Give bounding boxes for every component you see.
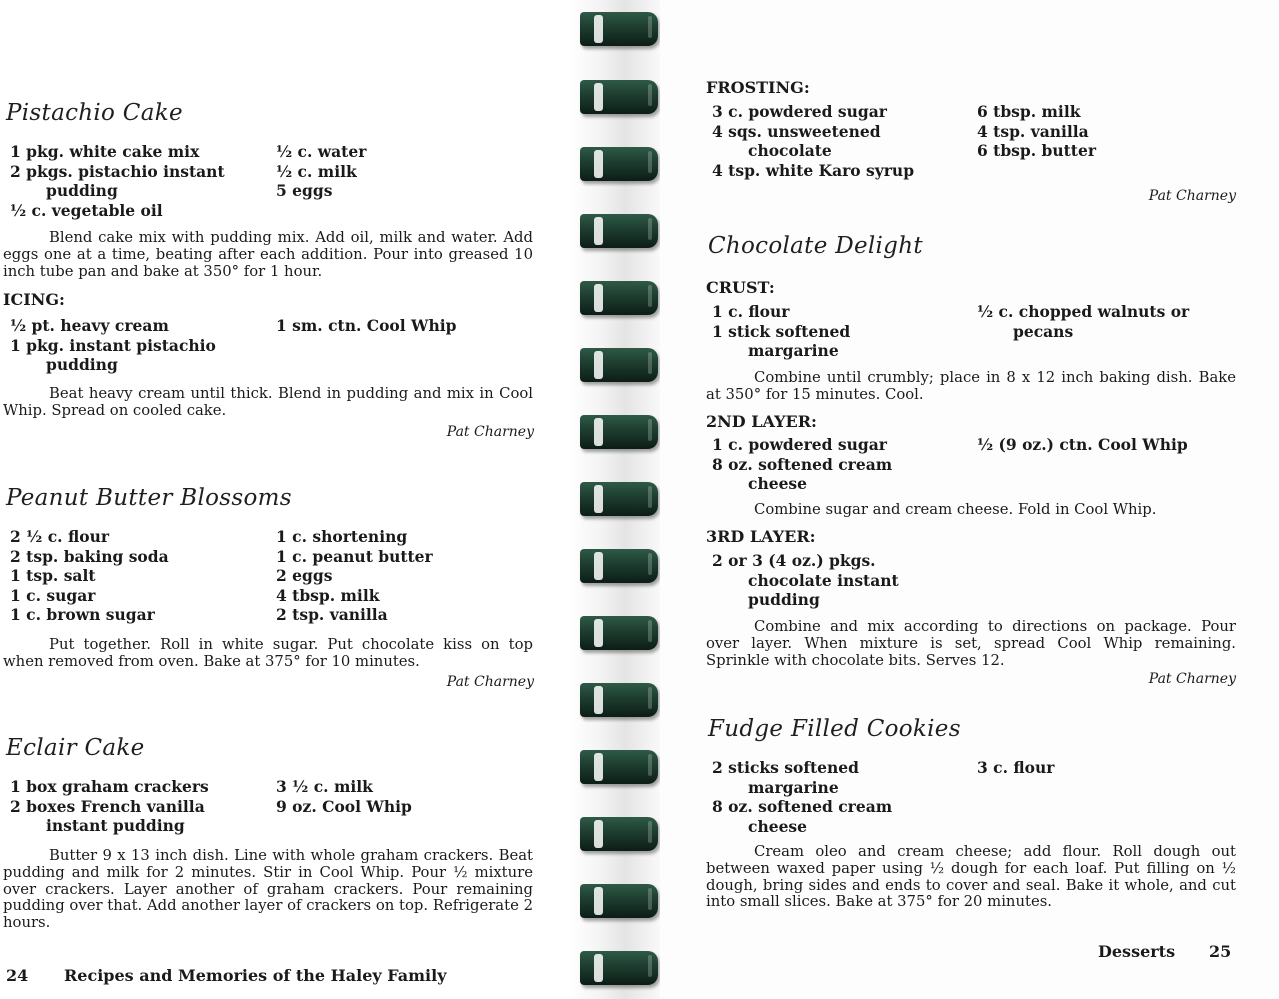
ingredient: chocolate instant [748,570,899,590]
binding-ring [580,750,658,784]
ingredient: 1 stick softened [712,321,851,341]
left-page-number: 24 [6,966,29,985]
third-layer-directions: Combine and mix according to directions on package. Pour over layer. When mixture is set, spread Cool Whip remaining. Sprinkle with chocolate bits. Serves 12. [706,618,1236,669]
ingredient: 3 ½ c. milk [276,777,373,796]
ingredient: 2 tsp. baking soda [10,546,169,566]
binding-ring [580,817,658,851]
ingredient: 1 c. powdered sugar [712,435,887,454]
ingredient: pecans [1013,321,1074,341]
icing-ingredients-col1 [10,316,216,375]
ingredient: 9 oz. Cool Whip [276,796,412,816]
crust-ingredients-col2 [977,302,1189,341]
ingredient: 1 tsp. salt [10,566,96,585]
ingredient: 1 pkg. instant pistachio [10,335,216,355]
ingredient: 4 sqs. unsweetened [712,121,881,141]
section-footer: Desserts [1098,942,1176,961]
left-page [0,0,580,999]
ingredient: 1 c. peanut butter [276,546,433,566]
second-layer-label: 2ND LAYER: [706,412,817,431]
ingredient: 6 tbsp. milk [977,102,1081,121]
ingredient: 1 c. sugar [10,585,96,605]
frosting-ingredients-col2 [977,102,1096,161]
crust-directions: Combine until crumbly; place in 8 x 12 inch baking dish. Bake at 350° for 15 minutes. Cool. [706,369,1236,403]
binding-ring [580,348,658,382]
binding-ring [580,884,658,918]
chocolate-credit: Pat Charney [1148,671,1236,687]
ingredient: pudding [46,355,118,374]
binding-ring [580,80,658,114]
peanut-butter-blossoms-title: Peanut Butter Blossoms [6,485,292,511]
frosting-credit: Pat Charney [1148,188,1236,204]
pistachio-credit: Pat Charney [446,424,534,440]
binding-ring [580,281,658,315]
binding-ring [580,616,658,650]
ingredient: ½ pt. heavy cream [10,316,169,335]
ingredient: 2 ½ c. flour [10,527,110,546]
ingredient: 3 c. flour [977,758,1055,777]
fudge-filled-cookies-title: Fudge Filled Cookies [708,716,961,742]
third-layer-label: 3RD LAYER: [706,527,816,546]
ingredient: ½ (9 oz.) ctn. Cool Whip [977,435,1188,454]
eclair-cake-title: Eclair Cake [6,735,145,761]
third-layer-ingredients [712,551,899,610]
binding-ring [580,12,658,46]
ingredient: cheese [748,474,808,493]
ingredient: ½ c. vegetable oil [10,200,163,220]
ingredient: 2 eggs [276,566,333,585]
ingredient: pudding [46,181,118,200]
pistachio-ingredients-col1 [10,142,225,220]
ingredient: 4 tbsp. milk [276,585,380,605]
ingredient: 1 c. flour [712,302,790,321]
ingredient: chocolate [748,141,832,160]
second-layer-directions: Combine sugar and cream cheese. Fold in Cool Whip. [754,501,1157,518]
pistachio-cake-title: Pistachio Cake [6,100,183,126]
crust-ingredients-col1 [712,302,850,361]
binding-ring [580,147,658,181]
eclair-ingredients-col2 [276,777,412,816]
ingredient: 1 c. brown sugar [10,605,155,624]
ingredient: ½ c. chopped walnuts or [977,302,1190,321]
ingredient: 2 pkgs. pistachio instant [10,161,225,181]
ingredient: 4 tsp. vanilla [977,121,1089,141]
ingredient: 3 c. powdered sugar [712,102,887,121]
pistachio-directions: Blend cake mix with pudding mix. Add oil, milk and water. Add eggs one at a time, beating after each addition. Pour into greased 10 inch tube pan and bake at 350° for 1 hour. [3,229,533,280]
binding-ring [580,415,658,449]
fudge-ingredients-col2 [977,758,1054,778]
book-title-footer: Recipes and Memories of the Haley Family [64,966,447,985]
binding-ring [580,482,658,516]
icing-directions: Beat heavy cream until thick. Blend in pudding and mix in Cool Whip. Spread on cooled cake. [3,385,533,419]
ingredient: 1 c. shortening [276,527,408,546]
ingredient: 2 boxes French vanilla [10,796,205,816]
ingredient: 5 eggs [276,181,333,200]
binding-ring [580,951,658,985]
right-page-number: 25 [1209,942,1232,961]
fudge-ingredients-col1 [712,758,892,836]
peanut-ingredients-col1 [10,527,169,625]
ingredient: pudding [748,590,820,609]
ingredient: 4 tsp. white Karo syrup [712,160,915,180]
ingredient: 1 sm. ctn. Cool Whip [276,316,457,335]
ingredient: 8 oz. softened cream [712,454,893,474]
peanut-directions: Put together. Roll in white sugar. Put chocolate kiss on top when removed from oven. Bake at 375° for 10 minutes. [3,636,533,670]
ingredient: instant pudding [46,816,185,835]
frosting-ingredients-col1 [712,102,914,180]
icing-ingredients-col2 [276,316,456,336]
eclair-ingredients-col1 [10,777,209,836]
second-layer-ingredients-col1 [712,435,892,494]
ingredient: 1 box graham crackers [10,777,209,796]
ingredient: 6 tbsp. butter [977,141,1096,160]
right-page [660,0,1279,999]
peanut-ingredients-col2 [276,527,433,625]
binding-ring [580,549,658,583]
ingredient: ½ c. milk [276,161,357,181]
crust-label: CRUST: [706,278,775,297]
ingredient: 1 pkg. white cake mix [10,142,200,161]
pistachio-ingredients-col2 [276,142,366,201]
ingredient: 2 or 3 (4 oz.) pkgs. [712,551,876,570]
binding-ring [580,214,658,248]
ingredient: margarine [748,341,839,360]
frosting-label: FROSTING: [706,78,810,97]
ingredient: 2 sticks softened [712,758,859,777]
binding-ring [580,683,658,717]
peanut-credit: Pat Charney [446,674,534,690]
fudge-directions: Cream oleo and cream cheese; add flour. Roll dough out between waxed paper using ½ dough for each loaf. Put filling on ½ dough, bring sides and ends to cover and seal. Bake it whole, and cut into small slices. Bake at 375° for 20 minutes. [706,843,1236,911]
ingredient: ½ c. water [276,142,367,161]
eclair-directions: Butter 9 x 13 inch dish. Line with whole graham crackers. Beat pudding and milk for 2 minutes. Stir in Cool Whip. Pour ½ mixture over crackers. Layer another of graham crackers. Pour remaining pudding over that. Add another layer of crackers on top. Refrigerate 2 hours. [3,847,533,932]
icing-label: ICING: [3,290,65,309]
ingredient: cheese [748,816,808,836]
ingredient: margarine [748,777,839,797]
ingredient: 2 tsp. vanilla [276,605,388,624]
ingredient: 8 oz. softened cream [712,797,893,816]
chocolate-delight-title: Chocolate Delight [708,233,923,259]
second-layer-ingredients-col2 [977,435,1188,455]
